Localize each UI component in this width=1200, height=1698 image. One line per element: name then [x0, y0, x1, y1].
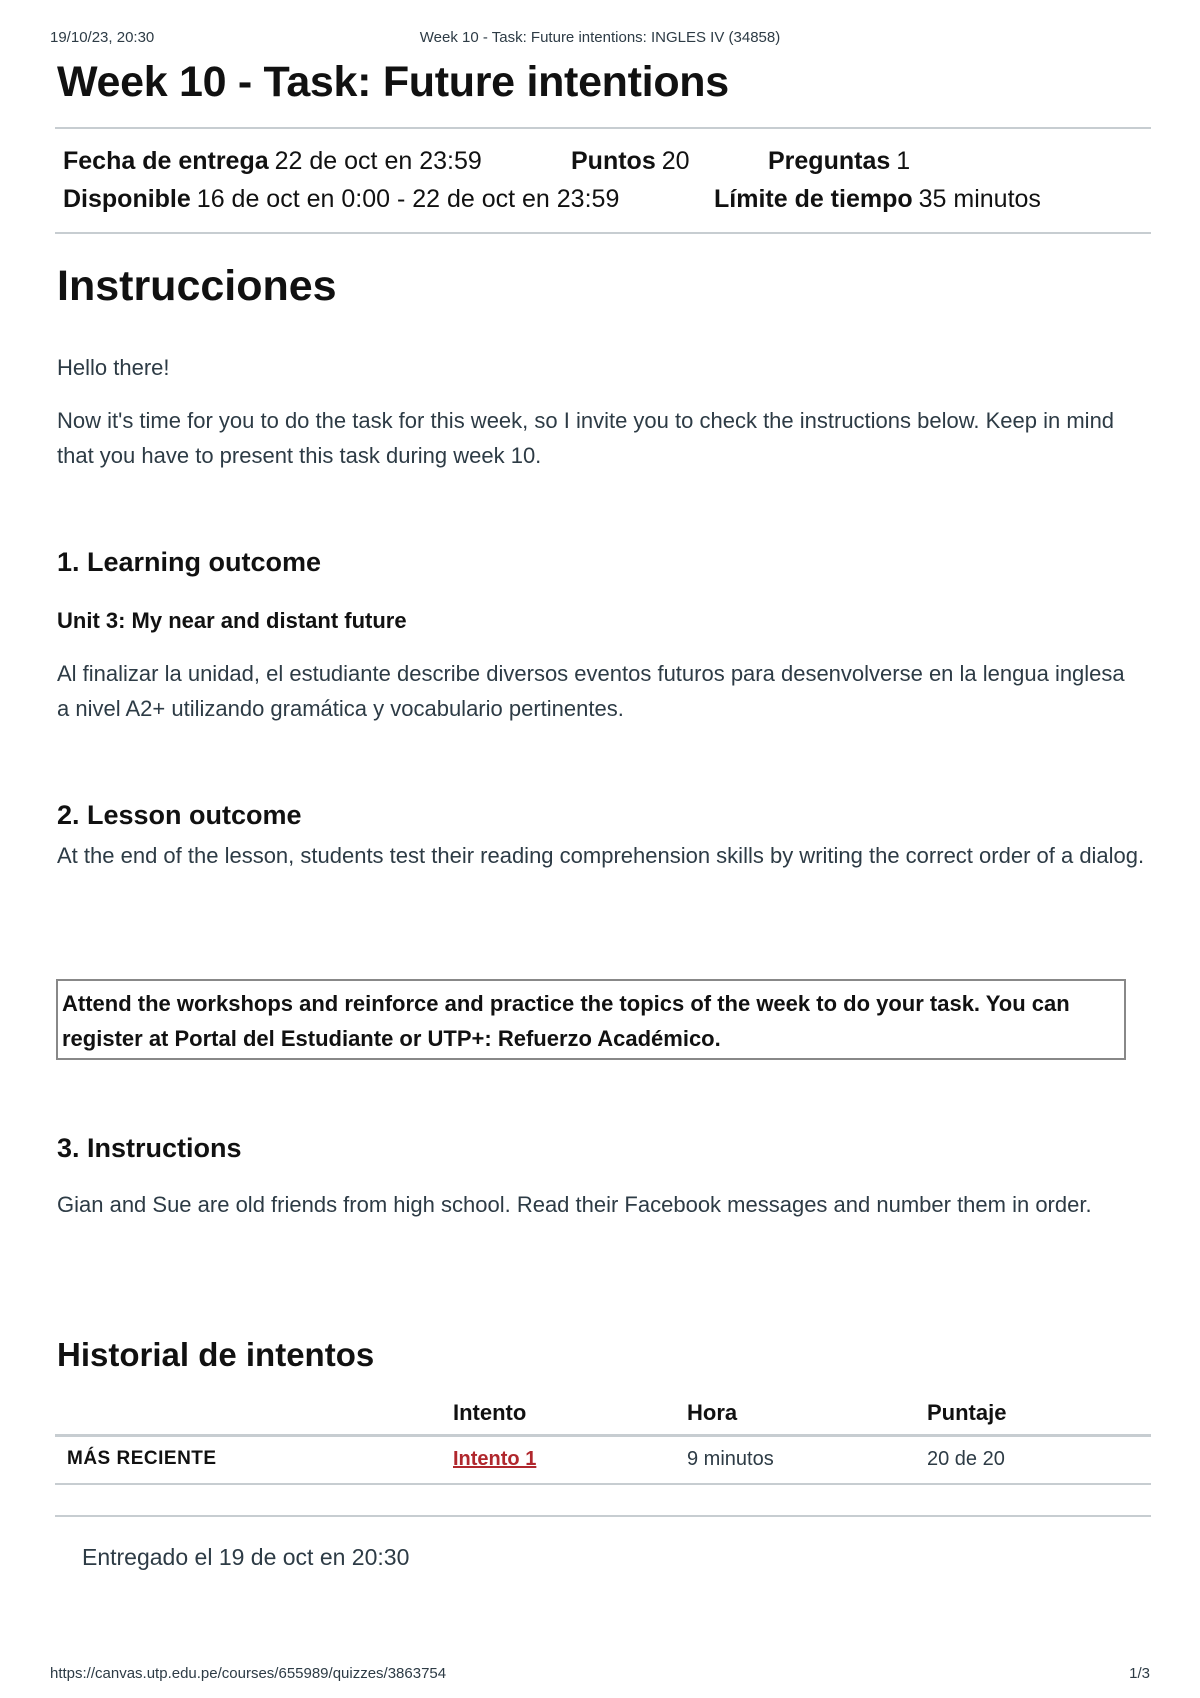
- intro-text: Now it's time for you to do the task for this week, so I invite you to check the instructions below. Keep in mind that you have to present this task during week 10.: [57, 408, 1115, 468]
- table-header: [55, 1390, 1151, 1437]
- section-divider: [55, 1515, 1151, 1517]
- points-label: Puntos: [571, 147, 656, 175]
- most-recent-label: MÁS RECIENTE: [67, 1448, 217, 1469]
- unit-subheading: Unit 3: My near and distant future: [57, 608, 407, 633]
- questions-label: Preguntas: [768, 147, 891, 175]
- print-footer: [50, 1665, 1150, 1685]
- attempt-time: 9 minutos: [687, 1448, 774, 1470]
- instructions-text: Gian and Sue are old friends from high school. Read their Facebook messages and number them in order.: [57, 1192, 1092, 1217]
- instructions-heading: Instrucciones: [57, 262, 337, 310]
- points: [571, 147, 690, 176]
- time-limit-value: 35 minutos: [918, 185, 1041, 213]
- greeting-text: Hello there!: [57, 355, 170, 380]
- print-header: [50, 29, 1150, 49]
- due-date-label: Fecha de entrega: [63, 147, 269, 175]
- print-url: https://canvas.utp.edu.pe/courses/655989/quizzes/3863754: [50, 1665, 447, 1682]
- column-header-time: Hora: [687, 1400, 738, 1425]
- time-limit: [714, 185, 1041, 214]
- page-title: Week 10 - Task: Future intentions: [57, 58, 729, 106]
- quiz-details: [55, 127, 1151, 234]
- available-dates: [63, 185, 619, 214]
- learning-outcome-heading: 1. Learning outcome: [57, 547, 322, 577]
- submission-date: Entregado el 19 de oct en 20:30: [82, 1544, 410, 1570]
- due-date: [63, 147, 482, 176]
- column-header-attempt: Intento: [453, 1400, 527, 1425]
- print-date: 19/10/23, 20:30: [50, 29, 155, 46]
- questions-value: 1: [896, 147, 911, 175]
- instructions-section-heading: 3. Instructions: [57, 1133, 242, 1163]
- print-page-title: Week 10 - Task: Future intentions: INGLES IV (34858): [419, 29, 781, 46]
- column-header-score: Puntaje: [927, 1400, 1007, 1425]
- workshop-callout: Attend the workshops and reinforce and practice the topics of the week to do your task. You can register at Portal del Estudiante or UTP+: Refuerzo Académico.: [56, 979, 1126, 1060]
- time-limit-label: Límite de tiempo: [714, 185, 913, 213]
- attempt-link[interactable]: Intento 1: [453, 1448, 537, 1470]
- attempt-history-heading: Historial de intentos: [57, 1336, 375, 1373]
- lesson-outcome-heading: 2. Lesson outcome: [57, 800, 302, 830]
- due-date-value: 22 de oct en 23:59: [274, 147, 482, 175]
- page-number: 1/3: [1129, 1665, 1150, 1682]
- lesson-outcome-text: At the end of the lesson, students test their reading comprehension skills by writing the correct order of a dialog.: [57, 843, 1145, 868]
- available-label: Disponible: [63, 185, 191, 213]
- attempt-history-table: [55, 1390, 1151, 1485]
- available-value: 16 de oct en 0:00 - 22 de oct en 23:59: [196, 185, 620, 213]
- questions: [768, 147, 910, 176]
- table-row: [55, 1437, 1151, 1485]
- points-value: 20: [661, 147, 690, 175]
- attempt-score: 20 de 20: [927, 1448, 1005, 1470]
- learning-outcome-text: Al finalizar la unidad, el estudiante describe diversos eventos futuros para desenvolverse en la lengua inglesa a nivel A2+ utilizando gramática y vocabulario pertinentes.: [57, 661, 1125, 721]
